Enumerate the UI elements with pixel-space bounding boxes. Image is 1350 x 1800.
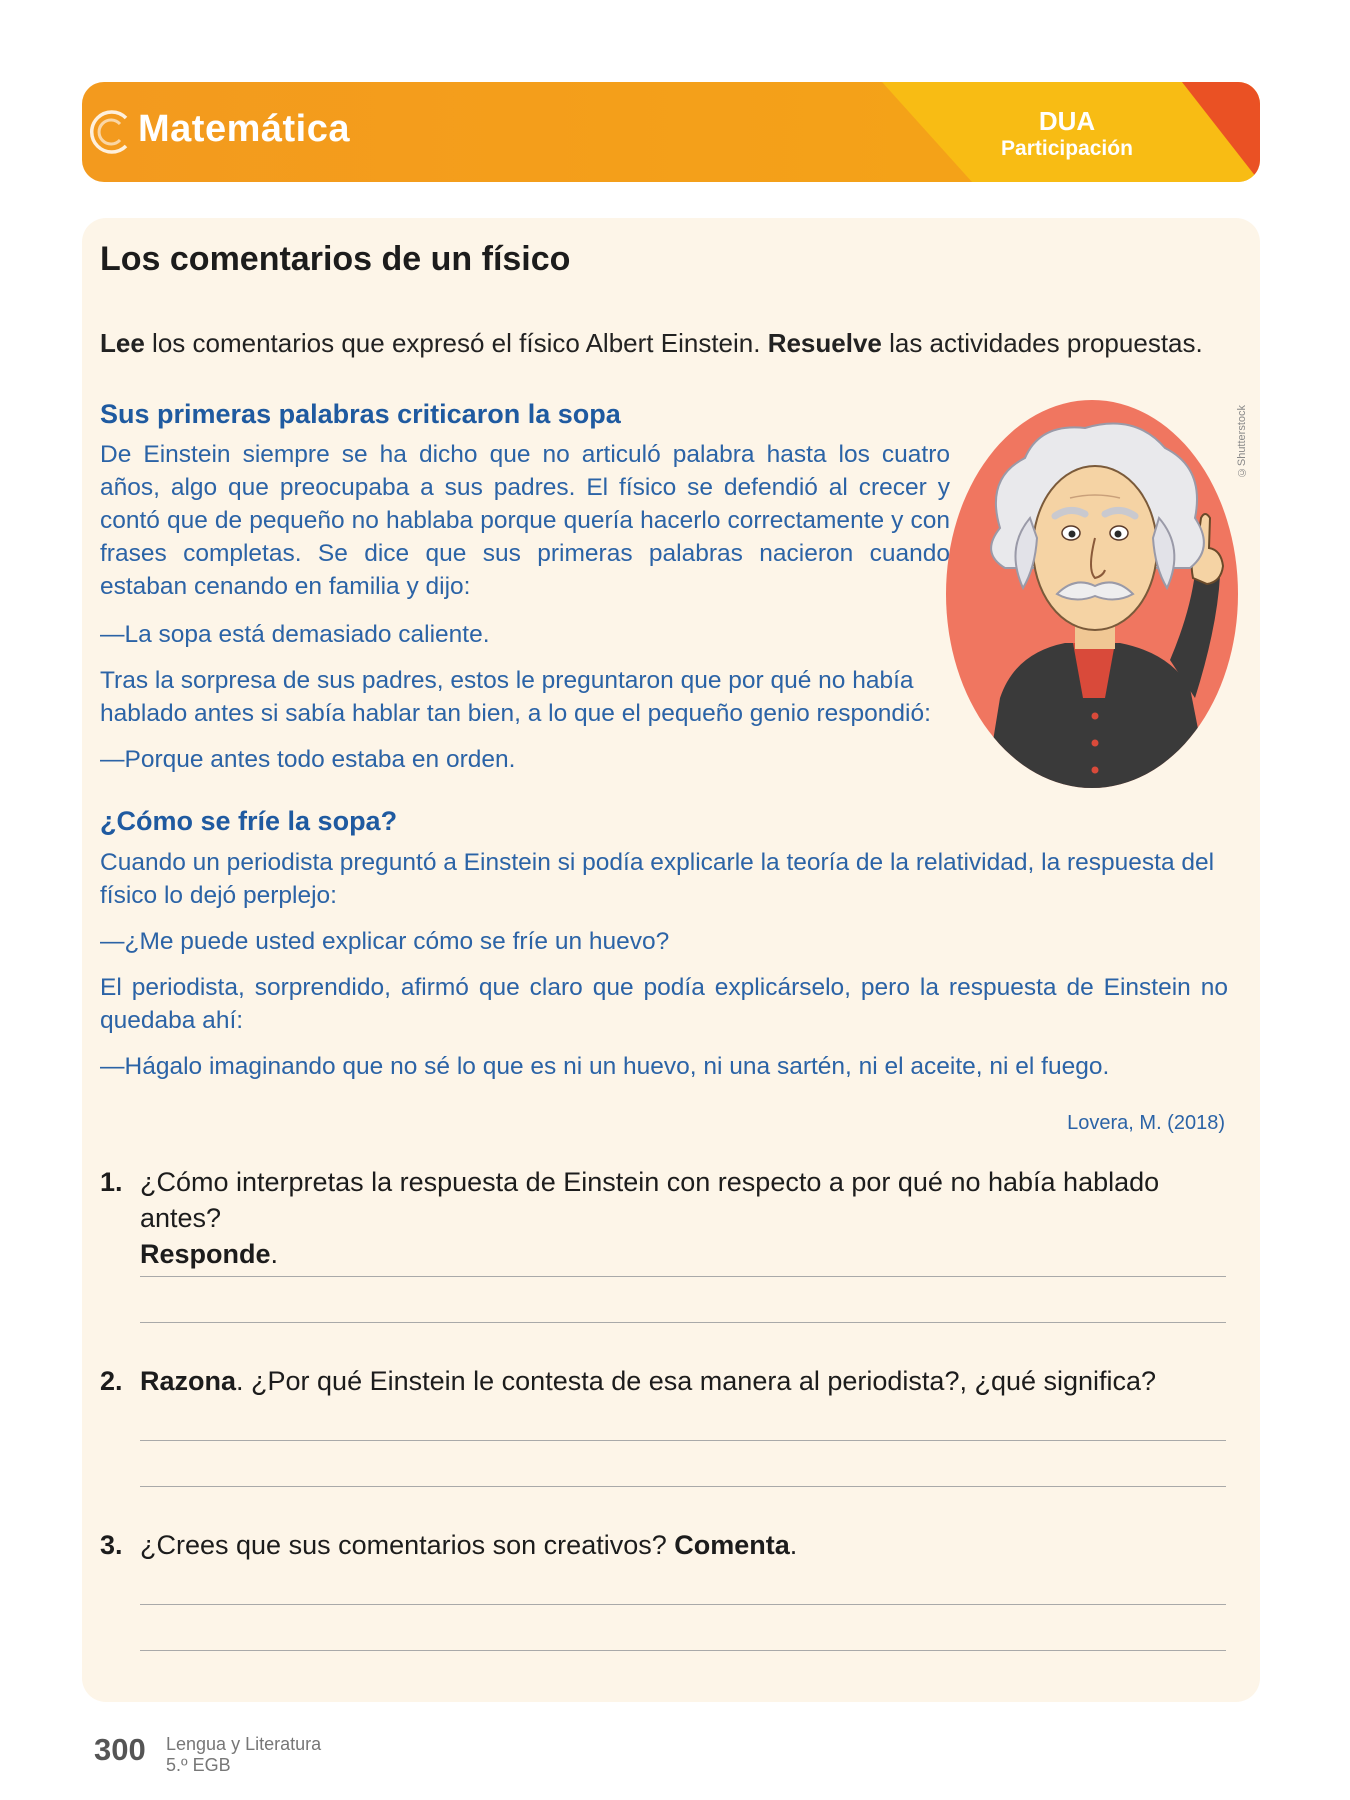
question-1-verb: Responde bbox=[140, 1239, 271, 1269]
question-3-text bbox=[140, 1527, 1230, 1563]
logo-c-icon bbox=[86, 106, 138, 158]
question-2-text bbox=[140, 1363, 1230, 1399]
question-2-prompt: . ¿Por qué Einstein le contesta de esa manera al periodista?, ¿qué significa? bbox=[236, 1366, 1157, 1396]
question-number: 2. bbox=[100, 1366, 123, 1396]
question-3-period: . bbox=[789, 1530, 798, 1560]
section1-paragraph-1: De Einstein siempre se ha dicho que no articuló palabra hasta los cuatro años, algo que preocupaba a sus padres. El físico se defendió al crecer y contó que de pequeño no hablaba porque quería hacerlo correctamente y con frases completas. Se dice que sus primeras palabras nacieron cuando estaban cenando en familia y dijo: bbox=[100, 441, 950, 600]
image-credit: ©Shutterstock bbox=[1236, 405, 1248, 479]
question-1-text bbox=[140, 1164, 1230, 1272]
answer-line[interactable] bbox=[140, 1486, 1226, 1487]
footer-grade: 5.º EGB bbox=[166, 1755, 231, 1775]
section2-quote-2: —Hágalo imaginando que no sé lo que es ni un huevo, ni una sartén, ni el aceite, ni el fuego. bbox=[100, 1053, 1110, 1080]
page-title: Los comentarios de un físico bbox=[100, 240, 571, 278]
answer-line[interactable] bbox=[140, 1440, 1226, 1441]
einstein-portrait bbox=[945, 398, 1245, 790]
question-number: 3. bbox=[100, 1530, 123, 1560]
question-1-period: . bbox=[270, 1239, 279, 1269]
section2-quote-1: —¿Me puede usted explicar cómo se fríe un huevo? bbox=[100, 928, 670, 955]
section1-quote-1: —La sopa está demasiado caliente. bbox=[100, 621, 490, 648]
answer-line[interactable] bbox=[140, 1322, 1226, 1323]
instructions bbox=[100, 328, 1230, 359]
question-1-prompt: ¿Cómo interpretas la respuesta de Einstein con respecto a por qué no había hablado antes? bbox=[140, 1167, 1160, 1233]
section2-paragraph-1: Cuando un periodista preguntó a Einstein si podía explicarle la teoría de la relatividad, la respuesta del físico lo dejó perplejo: bbox=[100, 849, 1215, 909]
citation: Lovera, M. (2018) bbox=[1067, 1112, 1225, 1134]
question-3-verb: Comenta bbox=[674, 1530, 790, 1560]
instruction-verb-resuelve: Resuelve bbox=[767, 328, 882, 358]
section1-paragraph-2: Tras la sorpresa de sus padres, estos le preguntaron que por qué no había hablado antes si sabía hablar tan bien, a lo que el pequeño genio respondió: bbox=[100, 667, 931, 727]
question-3-prompt: ¿Crees que sus comentarios son creativos? bbox=[140, 1530, 675, 1560]
section-header bbox=[82, 82, 1260, 182]
answer-line[interactable] bbox=[140, 1276, 1226, 1277]
answer-line[interactable] bbox=[140, 1650, 1226, 1651]
section-title-2: ¿Cómo se fríe la sopa? bbox=[100, 806, 398, 836]
instruction-verb-lee: Lee bbox=[100, 328, 145, 358]
answer-line[interactable] bbox=[140, 1604, 1226, 1605]
section-title-1: Sus primeras palabras criticaron la sopa bbox=[100, 399, 621, 429]
page-number: 300 bbox=[94, 1732, 146, 1767]
question-number: 1. bbox=[100, 1167, 123, 1197]
header-title: Matemática bbox=[138, 108, 350, 150]
instruction-text: los comentarios que expresó el físico Albert Einstein. bbox=[144, 328, 768, 358]
section1-quote-2: —Porque antes todo estaba en orden. bbox=[100, 746, 516, 773]
dua-sublabel: Participación bbox=[1001, 137, 1133, 160]
section2-paragraph-2: El periodista, sorprendido, afirmó que claro que podía explicárselo, pero la respuesta de Einstein no quedaba ahí: bbox=[100, 974, 1228, 1034]
dua-label: DUA bbox=[1038, 106, 1096, 136]
instruction-tail: las actividades propuestas. bbox=[881, 328, 1203, 358]
question-2-verb: Razona bbox=[140, 1366, 237, 1396]
footer-subject: Lengua y Literatura bbox=[166, 1734, 322, 1754]
